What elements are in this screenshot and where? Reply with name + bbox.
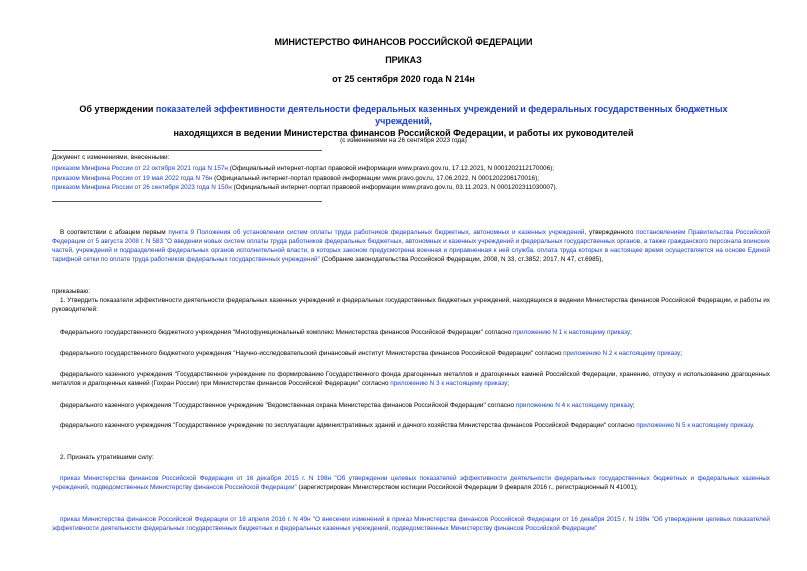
appendix-link-1[interactable]: приложению N 1 к настоящему приказу — [513, 329, 631, 336]
preamble-link-2[interactable]: постановлением Правительства Российской Федерации от 5 августа 2008 г. N 583 "О введении новых систем оплаты труда работников федеральных бюджетных, автономных и казенных учреждений и федеральных государственных органов, а также гражданского персонала воинских частей, учреждений и подразделений федеральных органов исполнительной власти, в которых законом предусмотрена военная и приравненная к ней служба, оплата труда которых в настоящее время осуществляется на основе Единой тарифной сетки по оплате труда работников федеральных государственных учреждений" — [52, 229, 770, 263]
changes-intro: Документ с изменениями, внесенными: — [52, 154, 170, 161]
appendix-item: федерального государственного бюджетного учреждения "Научно-исследовательский финансовый институт Министерства финансов Российской Федерации" согласно приложению N 2 к настоящему приказу; — [60, 350, 682, 357]
change-item: приказом Минфина России от 19 мая 2022 года N 76н (Официальный интернет-портал правовой информации www.pravo.gov.ru, 17.06.2022, N 0001202206170016); — [52, 174, 539, 182]
change-item: приказом Минфина России от 26 сентября 2023 года N 150н (Официальный интернет-портал правовой информации www.pravo.gov.ru, 03.11.2023, N 0001202311030007). — [52, 184, 558, 192]
appendix-link-5[interactable]: приложению N 5 к настоящему приказу — [636, 422, 753, 429]
change-link-3[interactable]: приказом Минфина России от 26 сентября 2023 года N 150н — [52, 184, 232, 192]
change-link-2[interactable]: приказом Минфина России от 19 мая 2022 года N 76н — [52, 174, 213, 182]
repeal-item: приказ Министерства финансов Российской Федерации от 16 декабря 2015 г. N 198н "Об утверждении целевых показателей эффективности деятельности федеральных государственных бюджетных и федеральных казенных учреждений, подведомственных Министерству финансов Российской Федерации" (зарегистрирован Министерством юстиции Российской Федерации 9 февраля 2016 г., регистрационный N 41001); — [52, 475, 770, 491]
top-divider — [52, 150, 322, 151]
appendix-link-2[interactable]: приложению N 2 к настоящему приказу — [563, 350, 681, 357]
ministry-name: МИНИСТЕРСТВО ФИНАНСОВ РОССИЙСКОЙ ФЕДЕРАЦИИ — [274, 37, 533, 47]
repeal-link-2[interactable]: приказ Министерства финансов Российской Федерации от 18 апреля 2016 г. N 49н "О внесении изменений в приказ Министерства финансов Российской Федерации от 16 декабря 2015 г. N 198н "Об утверждении целевых показателей эффективности деятельности федеральных государственных бюджетных и федеральных казенных учреждений, подведомственных Министерству финансов Российской Федерации" — [52, 516, 770, 532]
preamble-paragraph: В соответствии с абзацем первым пункта 9 Положения об установлении систем оплаты труда работников федеральных бюджетных, автономных и казенных учреждений, утвержденного постановлением Правительства Российской Федерации от 5 августа 2008 г. N 583 "О введении новых систем оплаты труда работников федеральных бюджетных, автономных и казенных учреждений и федеральных государственных органов, а также гражданского персонала воинских частей, учреждений и подразделений федеральных органов исполнительной власти, в которых законом предусмотрена военная и приравненная к ней служба, оплата труда которых в настоящее время осуществляется на основе Единой тарифной сетки по оплате труда работников федеральных государственных учреждений" (Собрание законодательства Российской Федерации, 2008, N 33, ст.3852; 2017, N 47, ст.6985), — [52, 229, 770, 263]
appendix-item: федерального казенного учреждения "Государственное учреждение по эксплуатации административных зданий и дачного хозяйства Министерства финансов Российской Федерации" согласно приложению N 5 к настоящему приказу. — [60, 422, 755, 429]
appendix-item: Федерального государственного бюджетного учреждения "Многофункциональный комплекс Министерства финансов Российской Федерации" согласно приложению N 1 к настоящему приказу; — [60, 329, 632, 336]
title-link[interactable]: показателей эффективности деятельности федеральных казенных учреждений и федеральных государственных бюджетных учреждений, — [155, 104, 728, 126]
repeal-link-1[interactable]: приказ Министерства финансов Российской Федерации от 16 декабря 2015 г. N 198н "Об утверждении целевых показателей эффективности деятельности федеральных государственных бюджетных и федеральных казенных учреждений, подведомственных Министерству финансов Российской Федерации" — [52, 475, 770, 491]
bottom-divider — [52, 201, 322, 202]
preamble-link-1[interactable]: пункта 9 Положения об установлении систем оплаты труда работников федеральных бюджетных, автономных и казенных учреждений — [168, 229, 585, 236]
title-prefix: Об утверждении — [79, 104, 156, 114]
doc-title — [50, 103, 757, 139]
change-item: приказом Минфина России от 22 октября 2021 года N 157н (Официальный интернет-портал правовой информации www.pravo.gov.ru, 17.12.2021, N 0001202112170006); — [52, 164, 555, 172]
title-line2: находящихся в ведении Министерства финансов Российской Федерации, и работы их руководителей — [173, 128, 634, 138]
revision-note: (с изменениями на 26 сентября 2023 года) — [340, 137, 467, 144]
appendix-link-3[interactable]: приложению N 3 к настоящему приказу — [390, 380, 508, 387]
changes-block — [52, 154, 772, 193]
item-1-paragraph: 1. Утвердить показатели эффективности деятельности федеральных казенных учреждений и федеральных государственных бюджетных учреждений, находящихся в ведении Министерства финансов Российской Федерации, и работы их руководителей: — [52, 297, 770, 313]
appendix-link-4[interactable]: приложению N 4 к настоящему приказу — [515, 402, 633, 409]
doc-date-number: от 25 сентября 2020 года N 214н — [332, 74, 475, 84]
order-word: приказываю: — [52, 288, 90, 295]
appendix-item: федерального казенного учреждения "Государственное учреждение "Ведомственная охрана Министерства финансов Российской Федерации" согласно приложению N 4 к настоящему приказу; — [60, 402, 635, 409]
appendix-item: федерального казенного учреждения "Государственное учреждение по формированию Государственного фонда драгоценных металлов и драгоценных камней Российской Федерации, хранению, отпуску и использованию драгоценных металлов и драгоценных камней (Гохран России) при Министерстве финансов Российской Федерации" согласно приложению N 3 к настоящему приказу; — [52, 371, 770, 387]
repeal-item — [52, 515, 770, 533]
item-2-paragraph: 2. Признать утратившими силу: — [60, 454, 154, 461]
change-link-1[interactable]: приказом Минфина России от 22 октября 2021 года N 157н — [52, 164, 228, 172]
doc-type: ПРИКАЗ — [385, 55, 422, 65]
